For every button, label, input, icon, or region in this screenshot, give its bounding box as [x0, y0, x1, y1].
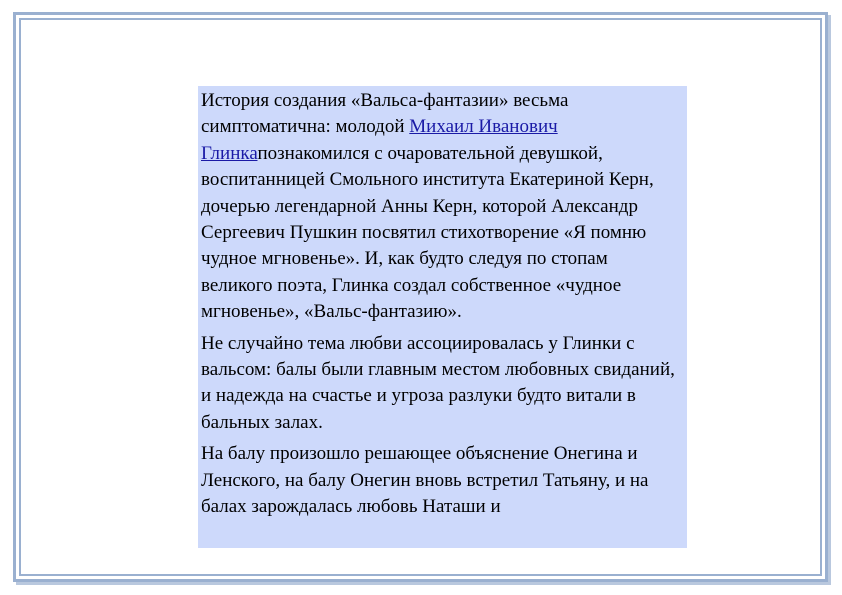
- paragraph-3: На балу произошло решающее объяснение Онегина и Ленского, на балу Онегин вновь встретил Татьяну, и на балах зарождалась любовь Наташи и: [201, 443, 649, 518]
- paragraph-2: Не случайно тема любви ассоциировалась у Глинки с вальсом: балы были главным местом любовных свиданий, и надежда на счастье и угроза разлуки будто витали в бальных залах.: [201, 332, 675, 433]
- text-block: [198, 86, 687, 548]
- glinka-link[interactable]: Михаил Иванович Глинка: [201, 116, 558, 164]
- paragraph-1-rest: познакомился с очаровательной девушкой, воспитанницей Смольного института Екатериной Керн, дочерью легендарной Анны Керн, которой Александр Сергеевич Пушкин посвятил стихотворение «Я помню чудное мгновенье». И, как будто следуя по стопам великого поэта, Глинка создал собственное «чудное мгновенье», «Вальс-фантазию».: [201, 142, 654, 323]
- frame-shadow-bottom: [16, 582, 831, 585]
- frame-shadow-right: [828, 15, 831, 585]
- paragraph-1: [201, 88, 684, 326]
- paragraph-1-intro: История создания «Вальса-фантазии» весьма симптоматична: молодой: [201, 90, 569, 138]
